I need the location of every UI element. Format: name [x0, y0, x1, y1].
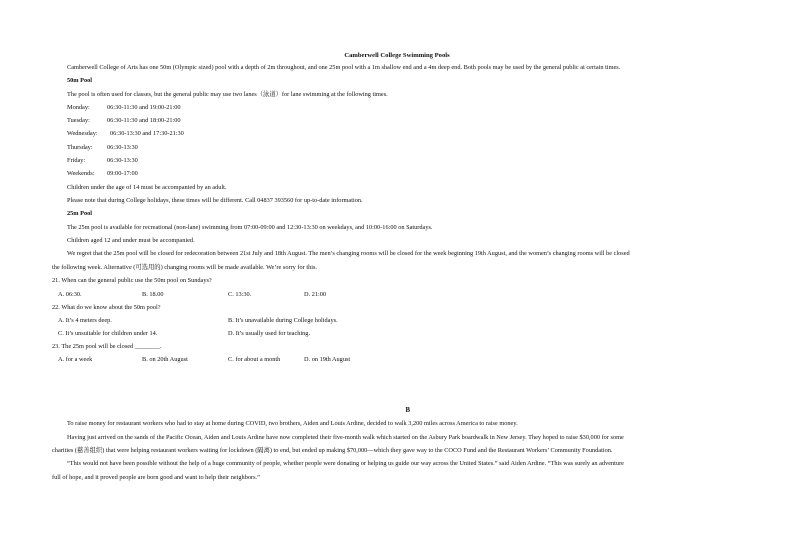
- passage-b-paragraph-3-line2: full of hope, and it proved people are born good and want to help their neighbors.”: [52, 474, 260, 481]
- schedule-day: Friday:: [67, 157, 86, 164]
- passage-b-paragraph-3-line1: “This would not have been possible without the help of a huge community of people, whether people were donating or helping us guide our way across the United States.” said Aiden Ardine. “This was surely an adventure: [67, 460, 624, 467]
- passage-b-paragraph-2-line2: charities (慈善组织) that were helping restaurant workers waiting for lockdown (隔离) to end, but ended up making $70,000—which they gave way to the COCO Fund and the Restaurant Workers’ Community Foundation.: [52, 447, 613, 454]
- closure-notice-line2: the following week. Alternative (可选用的) changing rooms will be made available. We’re sorry for this.: [52, 264, 317, 271]
- schedule-row: [67, 170, 138, 178]
- schedule-row: [67, 157, 138, 165]
- question-23-option-a: A. for a week: [58, 356, 93, 363]
- schedule-row: [67, 104, 181, 112]
- passage-b-paragraph-2-line1: Having just arrived on the sands of the Pacific Ocean, Aiden and Louis Ardine have now completed their five-month walk which started on the Asbury Park boardwalk in New Jersey. They hoped to raise $30,000 for some: [67, 434, 624, 441]
- question-22-option-a: A. It’s 4 meters deep.: [58, 317, 112, 324]
- schedule-time: 06:30-13:30 and 17:30-21:30: [110, 130, 184, 137]
- pool50-description: The pool is often used for classes, but the general public may use two lanes（泳道）for lane swimming at the following times.: [67, 91, 388, 98]
- schedule-day: Thursday:: [67, 144, 93, 151]
- question-22-option-b: B. It’s unavailable during College holidays.: [228, 317, 338, 324]
- schedule-row: [67, 130, 184, 138]
- question-21-option-b: B. 18.00: [142, 291, 164, 298]
- children-note: Children under the age of 14 must be accompanied by an adult.: [67, 184, 227, 191]
- question-21-option-d: D. 21:00: [304, 291, 327, 298]
- question-21-stem: 21. When can the general public use the 50m pool on Sundays?: [52, 277, 212, 284]
- question-22-option-d: D. It’s usually used for teaching.: [228, 330, 311, 337]
- schedule-time: 06:30-11:30 and 19:00-21:00: [107, 104, 181, 111]
- question-21-option-c: C. 13:30.: [228, 291, 252, 298]
- question-23-option-d: D. on 19th August: [304, 356, 351, 363]
- schedule-time: 06:30-13:30: [107, 144, 138, 151]
- pool25-children-note: Children aged 12 and under must be accompanied.: [67, 237, 195, 244]
- schedule-day: Wednesday:: [67, 130, 98, 137]
- schedule-day: Tuesday:: [67, 117, 90, 124]
- question-23-option-b: B. on 20th August: [142, 356, 188, 363]
- schedule-day: Monday:: [67, 104, 90, 111]
- section-b-label: B: [405, 407, 410, 414]
- question-23-stem: 23. The 25m pool will be closed ________.: [52, 343, 162, 350]
- holiday-note: Please note that during College holidays, these times will be different. Call 04837 393560 for up-to-date information.: [67, 197, 363, 204]
- schedule-time: 09:00-17:00: [107, 170, 138, 177]
- intro-paragraph: Camberwell College of Arts has one 50m (Olympic sized) pool with a depth of 2m throughout, and one 25m pool with a 1m shallow end and a 4m deep end. Both pools may be used by the general public at certain times.: [67, 64, 621, 71]
- schedule-day: Weekends:: [67, 170, 95, 177]
- passage-title: Camberwell College Swimming Pools: [344, 52, 450, 59]
- pool25-description: The 25m pool is available for recreational (non-lane) swimming from 07:00-09:00 and 12:30-13:30 on weekdays, and 10:00-16:00 on Saturdays.: [67, 224, 433, 231]
- question-21-option-a: A. 06:30.: [58, 291, 82, 298]
- question-23-option-c: C. for about a month: [228, 356, 281, 363]
- schedule-time: 06:30-11:30 and 18:00-21:00: [107, 117, 181, 124]
- question-22-option-c: C. It’s unsuitable for children under 14.: [58, 330, 158, 337]
- pool50-heading: 50m Pool: [67, 77, 93, 84]
- schedule-row: [67, 117, 181, 125]
- question-22-stem: 22. What do we know about the 50m pool?: [52, 304, 161, 311]
- pool25-heading: 25m Pool: [67, 210, 93, 217]
- schedule-row: [67, 144, 138, 152]
- passage-b-paragraph-1: To raise money for restaurant workers who had to stay at home during COVID, two brothers, Aiden and Louis Ardine, decided to walk 3,200 miles across America to raise money.: [67, 420, 518, 427]
- closure-notice-line1: We regret that the 25m pool will be closed for redecoration between 21st July and 18th August. The men’s changing rooms will be closed for the week beginning 19th August, and the women’s changing rooms will be closed: [67, 250, 630, 257]
- schedule-time: 06:30-13:30: [107, 157, 138, 164]
